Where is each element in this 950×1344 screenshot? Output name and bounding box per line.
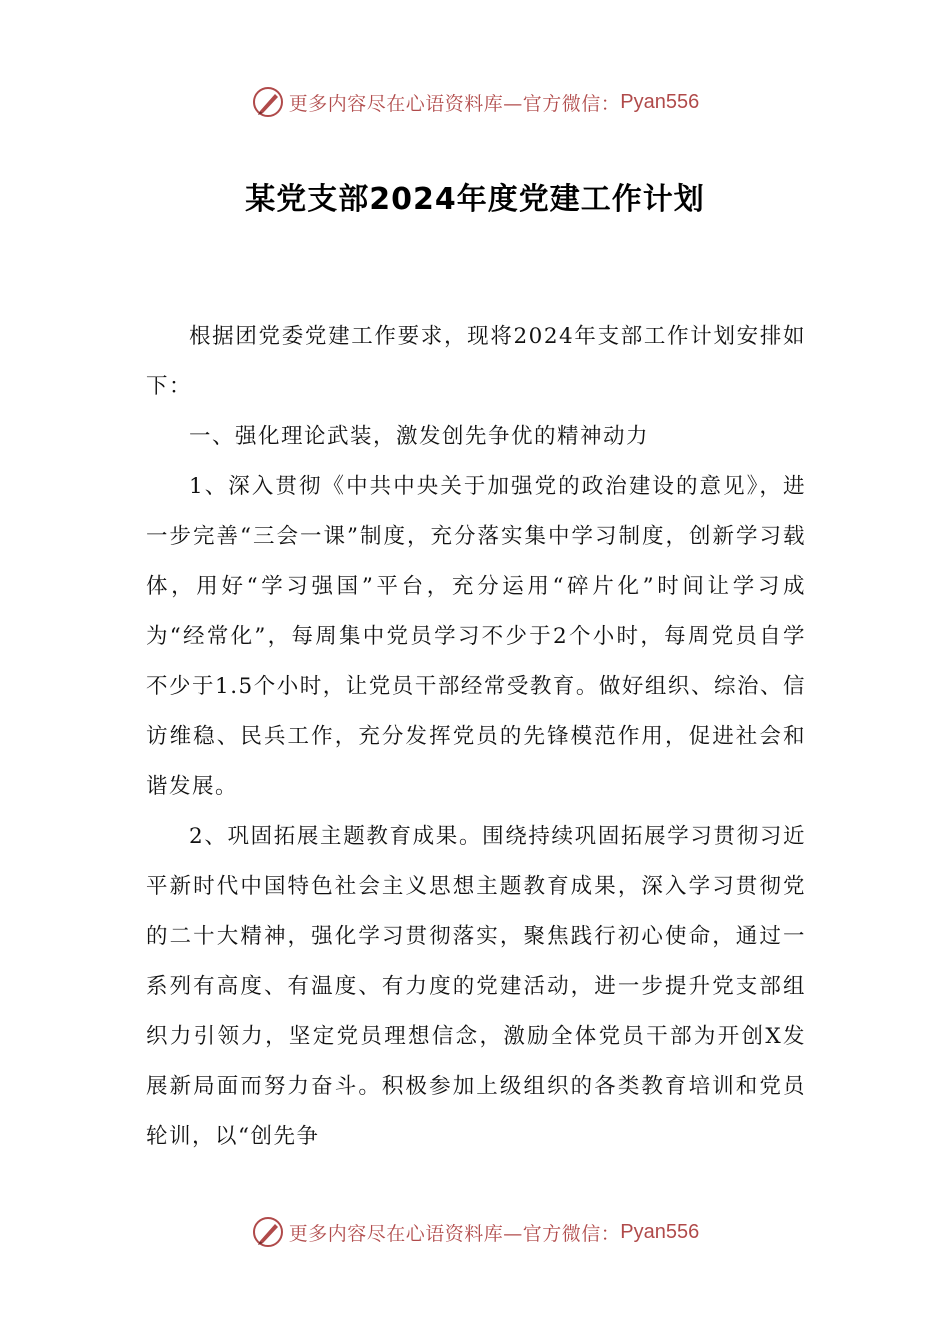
watermark-text: 更多内容尽在心语资料库—官方微信： xyxy=(288,92,621,115)
watermark-footer xyxy=(0,1212,950,1252)
watermark-text: 更多内容尽在心语资料库—官方微信： xyxy=(288,1222,621,1245)
section-heading-1: 一、强化理论武装，激发创先争优的精神动力 xyxy=(189,424,650,449)
watermark-header xyxy=(0,82,950,122)
paragraph-item-1: 1、深入贯彻《中共中央关于加强党的政治建设的意见》，进一步完善“三会一课”制度，充分落实集中学习制度，创新学习载体，用好“学习强国”平台，充分运用“碎片化”时间让学习成为“经常化”，每周集中党员学习不少于2个小时，每周党员自学不少于1.5个小时，让党员干部经常受教育。做好组织、综治、信访维稳、民兵工作，充分发挥党员的先锋模范作用，促进社会和谐发展。 xyxy=(146,474,806,799)
pen-logo-icon xyxy=(251,1215,285,1249)
watermark-wechat-id: Pyan556 xyxy=(620,1220,700,1243)
paragraph-item-2: 2、巩固拓展主题教育成果。围绕持续巩固拓展学习贯彻习近平新时代中国特色社会主义思想主题教育成果，深入学习贯彻党的二十大精神，强化学习贯彻落实，聚焦践行初心使命，通过一系列有高度、有温度、有力度的党建活动，进一步提升党支部组织力引领力，坚定党员理想信念，激励全体党员干部为开创X发展新局面而努力奋斗。积极参加上级组织的各类教育培训和党员轮训，以“创先争 xyxy=(146,824,806,1149)
intro-paragraph: 根据团党委党建工作要求，现将2024年支部工作计划安排如下： xyxy=(146,324,806,399)
document-body xyxy=(146,312,806,1162)
watermark-wechat-id: Pyan556 xyxy=(620,90,700,113)
document-title: 某党支部2024年度党建工作计划 xyxy=(245,182,705,217)
pen-logo-icon xyxy=(251,85,285,119)
